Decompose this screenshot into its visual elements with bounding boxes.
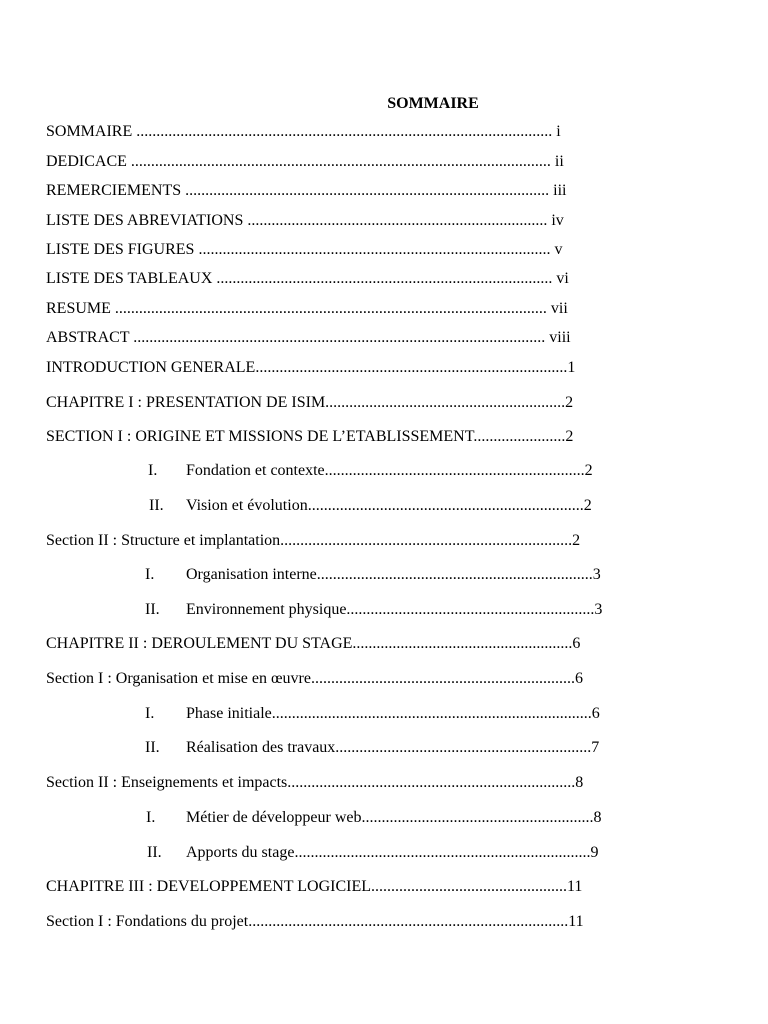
toc-dot-leader: ........................................................................: [287, 774, 576, 791]
toc-dot-leader: ...........................................................................: [243, 212, 552, 229]
toc-page-number: viii: [549, 329, 571, 346]
toc-entry-number: I.: [146, 809, 156, 826]
toc-page-number: 3: [594, 601, 603, 618]
toc-entry-text: [46, 773, 583, 793]
toc-dot-leader: ..............................................................: [346, 601, 595, 618]
toc-dot-leader: .....................................................................: [316, 566, 593, 583]
toc-entry-text: [186, 461, 593, 481]
toc-entry-label: ABSTRACT: [46, 329, 130, 346]
toc-dot-leader: ..........................................................................: [294, 844, 591, 861]
toc-entry-text: [186, 496, 592, 516]
toc-entry-text: [46, 181, 566, 201]
toc-entry-text: [46, 358, 575, 378]
toc-entry-label: Section I : Organisation et mise en œuvre: [46, 670, 311, 687]
toc-entry-text: [46, 634, 580, 654]
toc-entry-label: Section I : Fondations du projet: [46, 913, 249, 930]
toc-page-number: 3: [592, 566, 601, 583]
toc-page-number: 6: [574, 670, 583, 687]
toc-entry-text: [46, 877, 582, 897]
toc-page-number: iii: [553, 182, 567, 199]
toc-page-number: 11: [567, 878, 583, 895]
toc-entry-label: Phase initiale: [186, 705, 272, 722]
toc-page-number: 11: [568, 913, 584, 930]
toc-entry-text: [46, 211, 564, 231]
toc-entry-text: [186, 600, 602, 620]
toc-entry-number: I.: [148, 462, 158, 479]
toc-entry-label: Réalisation des travaux: [186, 739, 336, 756]
toc-dot-leader: .........................................................................................................: [126, 153, 555, 170]
toc-entry-text: [46, 669, 583, 689]
toc-entry-label: Vision et évolution: [186, 497, 308, 514]
toc-entry-label: INTRODUCTION GENERALE: [46, 359, 256, 376]
toc-page-number: v: [554, 241, 563, 258]
toc-dot-leader: ..............................................................................: [255, 359, 568, 376]
page-title: SOMMAIRE: [387, 95, 479, 112]
toc-entry-label: Section II : Structure et implantation: [46, 532, 281, 549]
toc-entry-text: [46, 122, 561, 142]
toc-entry-label: LISTE DES ABREVIATIONS: [46, 212, 244, 229]
toc-dot-leader: ........................................................................................: [194, 241, 555, 258]
toc-entry-number: II.: [145, 601, 160, 618]
toc-page-number: 2: [583, 497, 592, 514]
toc-entry-text: [186, 808, 601, 828]
toc-dot-leader: .................................................................: [324, 462, 585, 479]
toc-page-number: 7: [591, 739, 600, 756]
toc-page-number: vii: [550, 300, 568, 317]
toc-entry-label: REMERCIEMENTS: [46, 182, 182, 199]
toc-entry-label: Organisation interne: [186, 566, 317, 583]
toc-entry-text: [46, 427, 573, 447]
toc-dot-leader: ..........................................................: [361, 809, 594, 826]
toc-page-number: 6: [572, 635, 581, 652]
toc-entry-text: [46, 152, 564, 172]
toc-entry-label: RESUME: [46, 300, 111, 317]
toc-page-number: i: [556, 123, 561, 140]
toc-entry-text: [46, 531, 580, 551]
toc-page-number: 1: [567, 359, 576, 376]
toc-entry-label: Apports du stage: [186, 844, 295, 861]
toc-entry-label: DEDICACE: [46, 153, 127, 170]
toc-entry-label: Environnement physique: [186, 601, 347, 618]
toc-entry-text: [186, 843, 598, 863]
toc-page-number: 8: [593, 809, 602, 826]
toc-dot-leader: .....................................................................: [307, 497, 584, 514]
toc-dot-leader: ............................................................................................................: [110, 300, 551, 317]
toc-entry-text: [46, 328, 571, 348]
toc-page-number: ii: [554, 153, 564, 170]
toc-entry-label: Fondation et contexte: [186, 462, 325, 479]
toc-entry-label: SECTION I : ORIGINE ET MISSIONS DE L’ETABLISSEMENT: [46, 428, 474, 445]
toc-dot-leader: .......................................................: [352, 635, 573, 652]
toc-page-number: 9: [590, 844, 599, 861]
toc-entry-label: CHAPITRE II : DEROULEMENT DU STAGE: [46, 635, 353, 652]
toc-entry-label: LISTE DES FIGURES: [46, 241, 195, 258]
toc-entry-number: II.: [149, 497, 164, 514]
toc-dot-leader: ............................................................: [325, 394, 566, 411]
toc-entry-number: I.: [145, 566, 155, 583]
toc-page-number: vi: [556, 270, 569, 287]
toc-entry-text: [46, 912, 584, 932]
toc-dot-leader: ........................................................................................................: [132, 123, 557, 140]
toc-entry-text: [46, 269, 569, 289]
toc-dot-leader: .......................................................................................................: [129, 329, 550, 346]
toc-dot-leader: ................................................................: [335, 739, 592, 756]
toc-entry-text: [46, 240, 562, 260]
toc-entry-number: I.: [145, 705, 155, 722]
toc-page-number: 2: [572, 532, 581, 549]
toc-dot-leader: ................................................................................: [271, 705, 592, 722]
toc-entry-label: Section II : Enseignements et impacts: [46, 774, 288, 791]
toc-page-number: 2: [565, 394, 574, 411]
toc-dot-leader: .........................................................................: [280, 532, 573, 549]
toc-dot-leader: .......................: [473, 428, 566, 445]
toc-entry-number: II.: [145, 739, 160, 756]
toc-dot-leader: ...........................................................................................: [181, 182, 554, 199]
toc-dot-leader: ....................................................................................: [212, 270, 557, 287]
toc-entry-text: [186, 565, 601, 585]
toc-page-number: 6: [591, 705, 600, 722]
toc-page-number: iv: [551, 212, 564, 229]
toc-page-number: 2: [565, 428, 574, 445]
toc-entry-label: Métier de développeur web: [186, 809, 362, 826]
toc-dot-leader: .................................................: [371, 878, 568, 895]
toc-entry-label: CHAPITRE III : DEVELOPPEMENT LOGICIEL: [46, 878, 372, 895]
toc-dot-leader: ................................................................................: [248, 913, 569, 930]
toc-dot-leader: ..................................................................: [310, 670, 575, 687]
toc-entry-label: CHAPITRE I : PRESENTATION DE ISIM: [46, 394, 326, 411]
toc-entry-text: [186, 738, 599, 758]
toc-entry-number: II.: [147, 844, 162, 861]
toc-entry-text: [186, 704, 600, 724]
toc-entry-text: [46, 393, 573, 413]
toc-page-number: 8: [575, 774, 584, 791]
toc-entry-label: SOMMAIRE: [46, 123, 133, 140]
toc-entry-label: LISTE DES TABLEAUX: [46, 270, 213, 287]
toc-page-number: 2: [584, 462, 593, 479]
toc-entry-text: [46, 299, 568, 319]
